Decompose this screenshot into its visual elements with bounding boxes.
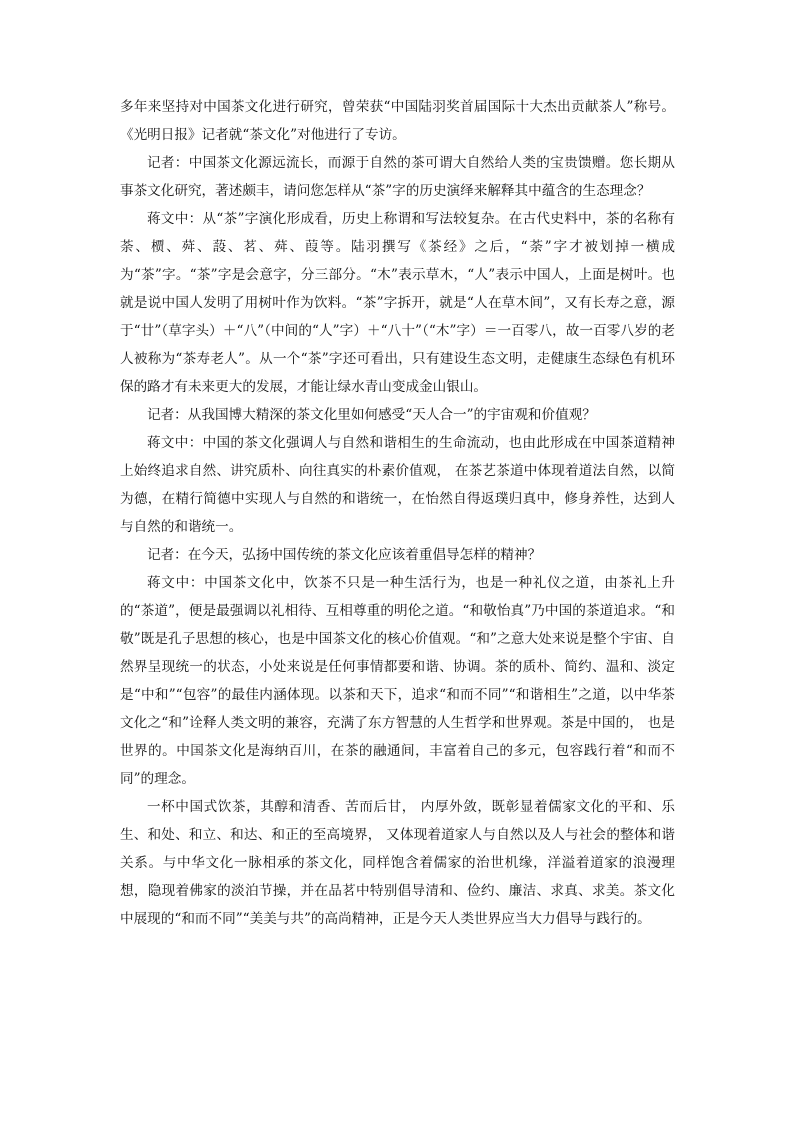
- paragraph-intro: 多年来坚持对中国茶文化进行研究，曾荣获“中国陆羽奖首届国际十大杰出贡献茶人”称号。《光明日报》记者就“茶文化”对他进行了专访。: [120, 99, 675, 143]
- paragraph-closing: 一杯中国式饮茶，其醇和清香、苦而后甘， 内厚外敛，既彰显着儒家文化的平和、乐生、和处、和立、和达、和正的至高境界， 又体现着道家人与自然以及人与社会的整体和谐关系。与中华文化一脉相承的茶文化，同样饱含着儒家的治世机缘，洋溢着道家的浪漫理想，隐现着佛家的淡泊节操，并在品茗中特别倡导清和、俭约、廉洁、求真、求美。茶文化中展现的“和而不同”“美美与共”的高尚精神，正是今天人类世界应当大力倡导与践行的。: [120, 799, 675, 927]
- paragraph-question-3: 记者：在今天，弘扬中国传统的茶文化应该着重倡导怎样的精神？: [147, 547, 542, 563]
- paragraph-answer-2: 蒋文中：中国的茶文化强调人与自然和谐相生的生命流动，也由此形成在中国茶道精神上始终追求自然、讲究质朴、向往真实的朴素价值观， 在茶艺茶道中体现着道法自然，以简为德，在精行简德中实现人与自然的和谐统一，在怡然自得返璞归真中，修身养性，达到人与自然的和谐统一。: [120, 435, 675, 535]
- document-page: [120, 93, 675, 933]
- paragraph-question-2: 记者：从我国博大精深的茶文化里如何感受“天人合一”的宇宙观和价值观？: [147, 407, 596, 423]
- paragraph-question-1: 记者：中国茶文化源远流长，而源于自然的茶可谓大自然给人类的宝贵馈赠。您长期从事茶文化研究，著述颇丰，请问您怎样从“茶”字的历史演绎来解释其中蕴含的生态理念？: [120, 155, 675, 199]
- paragraph-answer-3: 蒋文中：中国茶文化中，饮茶不只是一种生活行为，也是一种礼仪之道，由茶礼上升的“茶道”，便是最强调以礼相待、互相尊重的明伦之道。“和敬怡真”乃中国的茶道追求。“和敬”既是孔子思想的核心，也是中国茶文化的核心价值观。“和”之意大处来说是整个宇宙、自然界呈现统一的状态，小处来说是任何事情都要和谐、协调。茶的质朴、简约、温和、淡定是“中和”“包容”的最佳内涵体现。以茶和天下，追求“和而不同”“和谐相生”之道，以中华茶文化之“和”诠释人类文明的兼容，充满了东方智慧的人生哲学和世界观。茶是中国的， 也是世界的。中国茶文化是海纳百川，在茶的融通间，丰富着自己的多元，包容践行着“和而不同”的理念。: [120, 575, 675, 787]
- paragraph-answer-1: 蒋文中：从“茶”字演化形成看，历史上称谓和写法较复杂。在古代史料中，茶的名称有荼、槚、荈、蔎、茗、荈、葭等。陆羽撰写《茶经》之后，“荼”字才被划掉一横成为“茶”字。“茶”字是会意字，分三部分。“木”表示草木，“人”表示中国人，上面是树叶。也就是说中国人发明了用树叶作为饮料。“茶”字拆开，就是“人在草木间”，又有长寿之意，源于“廿”（草字头）＋“八”（中间的“人”字）＋“八十”（“木”字）＝一百零八，故一百零八岁的老人被称为“茶寿老人”。从一个“茶”字还可看出，只有建设生态文明，走健康生态绿色有机环保的路才有未来更大的发展，才能让绿水青山变成金山银山。: [120, 211, 675, 395]
